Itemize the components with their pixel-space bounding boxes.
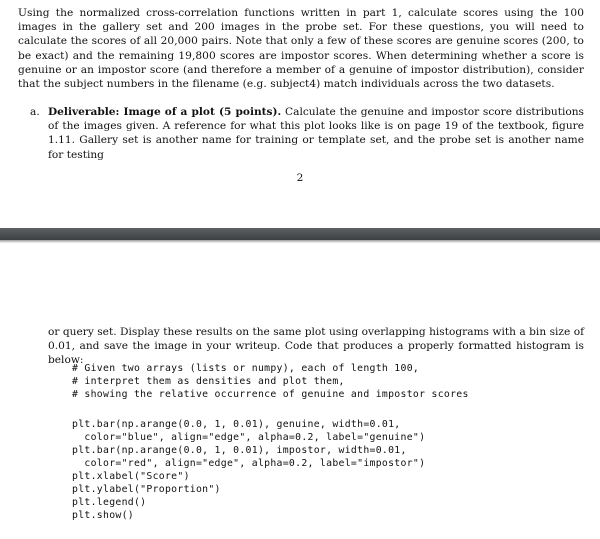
- deliverable-item: [48, 105, 584, 162]
- code-line-12: plt.show(): [72, 510, 134, 521]
- continuation-paragraph: or query set. Display these results on the same plot using overlapping histograms with a bin size of 0.01, and save the image in your writeup. Code that produces a properly formatted histogram is below:: [48, 326, 584, 367]
- code-line-11: plt.legend(): [72, 497, 147, 508]
- code-line-7: plt.bar(np.arange(0.0, 1, 0.01), impostor, width=0.01,: [72, 445, 407, 456]
- code-line-5: plt.bar(np.arange(0.0, 1, 0.01), genuine, width=0.01,: [72, 419, 401, 430]
- document-page-2: [0, 243, 600, 539]
- code-line-3: # showing the relative occurrence of genuine and impostor scores: [72, 389, 469, 400]
- item-label-a: a.: [30, 106, 40, 118]
- deliverable-text: Calculate the genuine and impostor score distributions of the images given. A reference for what this plot looks like is on page 19 of the textbook, figure 1.11. Gallery set is another name for training or template set, and the probe set is another name for testing: [48, 106, 584, 161]
- code-line-2: # interpret them as densities and plot them,: [72, 376, 345, 387]
- code-line-1: # Given two arrays (lists or numpy), each of length 100,: [72, 363, 420, 374]
- code-line-8: color="red", align="edge", alpha=0.2, label="impostor"): [72, 458, 426, 469]
- page-separator: [0, 228, 600, 240]
- page-number: 2: [296, 172, 304, 184]
- code-line-10: plt.ylabel("Proportion"): [72, 484, 221, 495]
- code-line-9: plt.xlabel("Score"): [72, 471, 190, 482]
- intro-paragraph: Using the normalized cross-correlation functions written in part 1, calculate scores using the 100 images in the gallery set and 200 images in the probe set. For these questions, you will need to calculate the scores of all 20,000 pairs. Note that only a few of these scores are genuine scores (200, to be exact) and the remaining 19,800 scores are impostor scores. When determining whether a score is genuine or an impostor score (and therefore a member of a genuine of impostor distribution), consider that the subject numbers in the filename (e.g. subject4) match individuals across the two datasets.: [18, 7, 584, 91]
- deliverable-title: Deliverable: Image of a plot (5 points).: [48, 106, 282, 118]
- document-page-1: [0, 0, 600, 228]
- code-line-6: color="blue", align="edge", alpha=0.2, label="genuine"): [72, 432, 426, 443]
